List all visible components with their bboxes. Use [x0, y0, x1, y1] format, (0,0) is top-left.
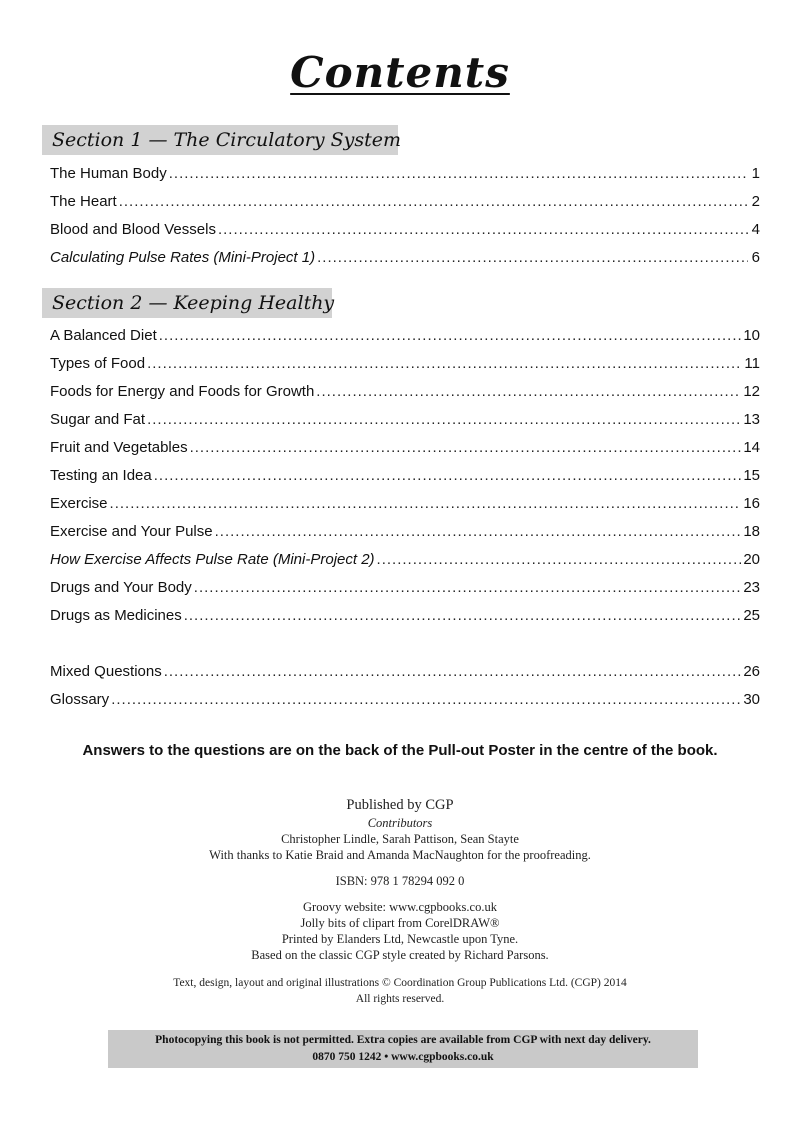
page-title: Contents [290, 48, 510, 97]
toc-entry-page: 2 [751, 193, 760, 210]
copyright: Text, design, layout and original illustrations © Coordination Group Publications Ltd. (CGP) 2014 [173, 977, 627, 989]
toc-dot-leader [147, 406, 741, 434]
toc-entry-page: 16 [743, 495, 760, 512]
contributors: Christopher Lindle, Sarah Pattison, Sean Stayte [281, 832, 519, 846]
style-credit: Based on the classic CGP style created by Richard Parsons. [251, 948, 549, 962]
toc-entry [50, 658, 760, 686]
toc-entry-page: 10 [743, 327, 760, 344]
toc-dot-leader [218, 216, 748, 244]
toc-dot-leader [190, 434, 742, 462]
toc-dot-leader [184, 602, 742, 630]
toc-entry [50, 490, 760, 518]
toc-entry-page: 14 [743, 439, 760, 456]
extras-list [50, 658, 760, 714]
section-1-list [50, 160, 760, 272]
toc-entry-title: How Exercise Affects Pulse Rate (Mini-Project 2) [50, 551, 375, 568]
toc-dot-leader [317, 244, 748, 272]
toc-dot-leader [147, 350, 742, 378]
toc-dot-leader [377, 546, 742, 574]
photocopy-notice [108, 1030, 698, 1068]
toc-entry [50, 602, 760, 630]
toc-entry-title: Testing an Idea [50, 467, 152, 484]
toc-entry [50, 462, 760, 490]
clipart-credit: Jolly bits of clipart from CorelDRAW® [300, 916, 500, 930]
toc-entry [50, 216, 760, 244]
toc-entry-page: 15 [743, 467, 760, 484]
toc-entry-title: Exercise [50, 495, 108, 512]
toc-entry-title: Drugs and Your Body [50, 579, 192, 596]
toc-dot-leader [316, 378, 741, 406]
toc-entry [50, 244, 760, 272]
toc-dot-leader [119, 188, 748, 216]
toc-entry [50, 546, 760, 574]
toc-dot-leader [169, 160, 748, 188]
toc-entry-title: Calculating Pulse Rates (Mini-Project 1) [50, 249, 316, 266]
toc-dot-leader [194, 574, 742, 602]
section-2-list [50, 322, 760, 630]
answers-note: Answers to the questions are on the back of the Pull-out Poster in the centre of the book. [82, 742, 718, 759]
toc-entry-page: 1 [751, 165, 760, 182]
toc-dot-leader [154, 462, 742, 490]
toc-entry-title: The Human Body [50, 165, 167, 182]
toc-entry-page: 25 [743, 607, 760, 624]
photocopy-notice-line-1: Photocopying this book is not permitted. Extra copies are available from CGP with next day delivery. [155, 1034, 651, 1046]
toc-entry-page: 18 [743, 523, 760, 540]
published-by: Published by CGP [346, 797, 454, 813]
toc-entry-title: Drugs as Medicines [50, 607, 182, 624]
toc-entry-page: 20 [743, 551, 760, 568]
toc-entry-title: Fruit and Vegetables [50, 439, 188, 456]
toc-entry [50, 406, 760, 434]
photocopy-notice-line-2: 0870 750 1242 • www.cgpbooks.co.uk [312, 1051, 494, 1063]
toc-entry-title: Mixed Questions [50, 663, 162, 680]
toc-dot-leader [110, 490, 742, 518]
toc-entry [50, 322, 760, 350]
toc-dot-leader [164, 658, 742, 686]
toc-entry-title: Glossary [50, 691, 110, 708]
toc-entry-title: A Balanced Diet [50, 327, 157, 344]
toc-entry [50, 188, 760, 216]
toc-entry [50, 434, 760, 462]
website: Groovy website: www.cgpbooks.co.uk [303, 900, 497, 914]
toc-entry-title: Foods for Energy and Foods for Growth [50, 383, 315, 400]
toc-dot-leader [111, 686, 741, 714]
toc-entry [50, 518, 760, 546]
toc-entry-title: Types of Food [50, 355, 146, 372]
toc-dot-leader [159, 322, 742, 350]
toc-entry-page: 13 [743, 411, 760, 428]
publisher-info [0, 795, 800, 1007]
toc-entry [50, 686, 760, 714]
toc-entry [50, 378, 760, 406]
toc-entry-page: 11 [744, 355, 760, 372]
rights: All rights reserved. [355, 993, 445, 1005]
contributors-label: Contributors [367, 816, 433, 830]
isbn: ISBN: 978 1 78294 092 0 [335, 874, 465, 888]
section-1-heading: Section 1 — The Circulatory System [42, 125, 398, 155]
toc-entry-title: Blood and Blood Vessels [50, 221, 216, 238]
toc-entry-page: 4 [751, 221, 760, 238]
toc-entry-title: The Heart [50, 193, 117, 210]
thanks: With thanks to Katie Braid and Amanda MacNaughton for the proofreading. [209, 848, 591, 862]
toc-entry-page: 12 [743, 383, 760, 400]
printer: Printed by Elanders Ltd, Newcastle upon Tyne. [281, 932, 519, 946]
toc-entry-title: Exercise and Your Pulse [50, 523, 213, 540]
toc-entry [50, 160, 760, 188]
toc-entry-page: 30 [743, 691, 760, 708]
toc-entry-title: Sugar and Fat [50, 411, 146, 428]
toc-entry-page: 6 [751, 249, 760, 266]
toc-entry [50, 350, 760, 378]
toc-entry [50, 574, 760, 602]
toc-entry-page: 23 [743, 579, 760, 596]
toc-dot-leader [215, 518, 742, 546]
section-2-heading: Section 2 — Keeping Healthy [42, 288, 332, 318]
toc-entry-page: 26 [743, 663, 760, 680]
